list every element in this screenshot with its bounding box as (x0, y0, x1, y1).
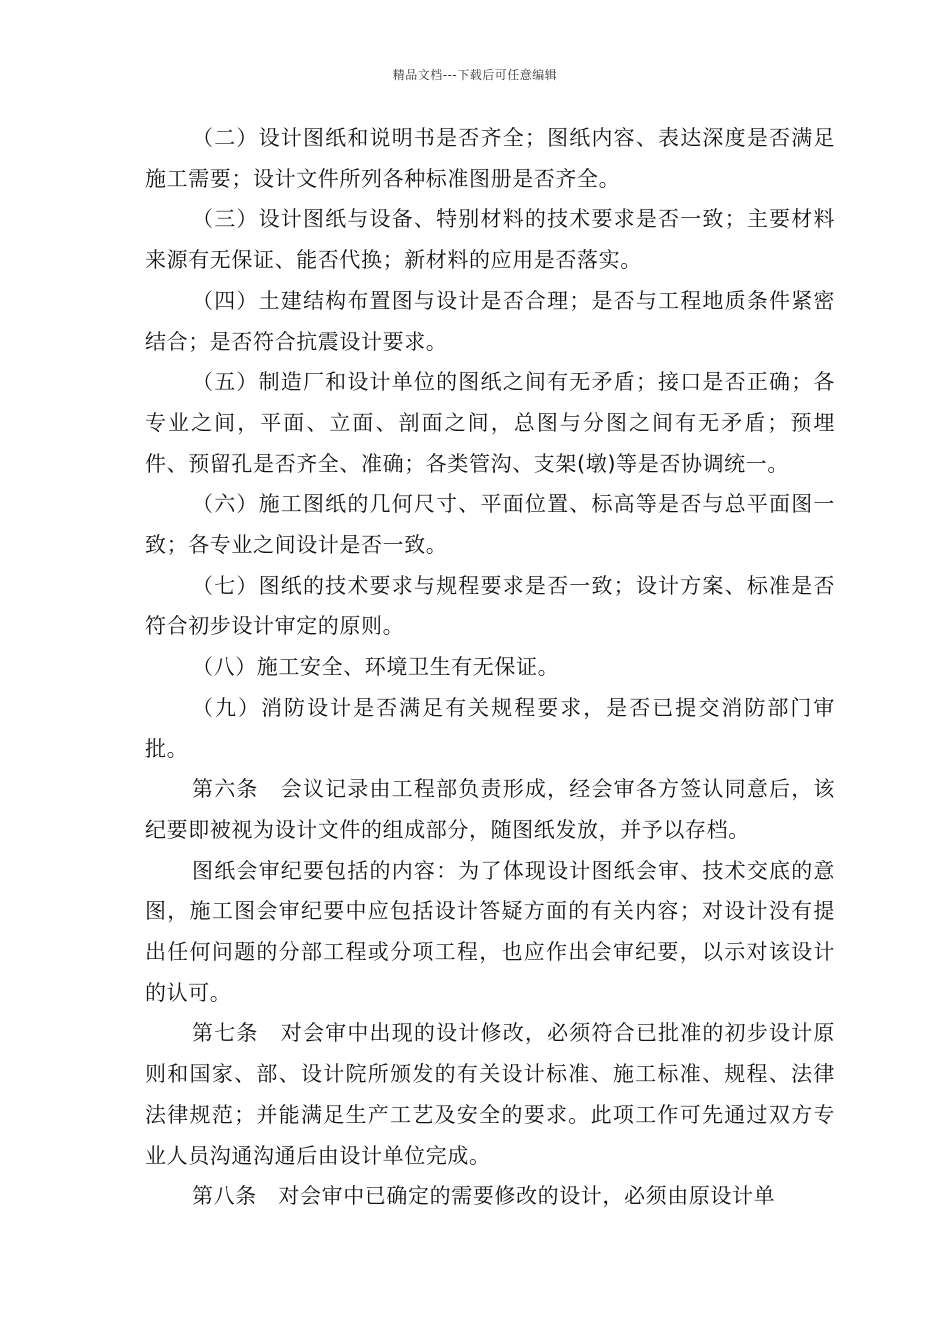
paragraph-item-4: （四）土建结构布置图与设计是否合理；是否与工程地质条件紧密结合；是否符合抗震设计要求。 (145, 288, 835, 354)
paragraph-item-3: （三）设计图纸与设备、特别材料的技术要求是否一致；主要材料来源有无保证、能否代换；新材料的应用是否落实。 (145, 207, 835, 273)
paragraph-article-8: 第八条 对会审中已确定的需要修改的设计，必须由原设计单 (192, 1184, 776, 1209)
document-body (145, 118, 835, 1217)
paragraph-item-9: （九）消防设计是否满足有关规程要求，是否已提交消防部门审批。 (145, 695, 835, 761)
paragraph-article-6: 第六条 会议记录由工程部负责形成，经会审各方签认同意后，该纪要即被视为设计文件的组成部分，随图纸发放，并予以存档。 (145, 777, 835, 842)
paragraph-item-2: （二）设计图纸和说明书是否齐全；图纸内容、表达深度是否满足施工需要；设计文件所列各种标准图册是否齐全。 (145, 126, 835, 191)
paragraph-item-8: （八）施工安全、环境卫生有无保证。 (192, 655, 560, 680)
paragraph-item-7: （七）图纸的技术要求与规程要求是否一致；设计方案、标准是否符合初步设计审定的原则。 (145, 573, 835, 639)
paragraph-article-7: 第七条 对会审中出现的设计修改，必须符合已批准的初步设计原则和国家、部、设计院所颁发的有关设计标准、施工标准、规程、法律法律规范；并能满足生产工艺及安全的要求。此项工作可先通过双方专业人员沟通沟通后由设计单位完成。 (145, 1021, 835, 1168)
paragraph-item-5: （五）制造厂和设计单位的图纸之间有无矛盾；接口是否正确；各专业之间，平面、立面、剖面之间，总图与分图之间有无矛盾；预埋件、预留孔是否齐全、准确；各类管沟、支架(墩)等是否协调统一。 (145, 370, 835, 476)
page-header: 精品文档---下载后可任意编辑 (392, 68, 558, 82)
paragraph-item-6: （六）施工图纸的几何尺寸、平面位置、标高等是否与总平面图一致；各专业之间设计是否一致。 (145, 492, 835, 558)
paragraph-minutes-content: 图纸会审纪要包括的内容：为了体现设计图纸会审、技术交底的意图，施工图会审纪要中应包括设计答疑方面的有关内容；对设计没有提出任何问题的分部工程或分项工程，也应作出会审纪要，以示对该设计的认可。 (145, 858, 835, 1005)
